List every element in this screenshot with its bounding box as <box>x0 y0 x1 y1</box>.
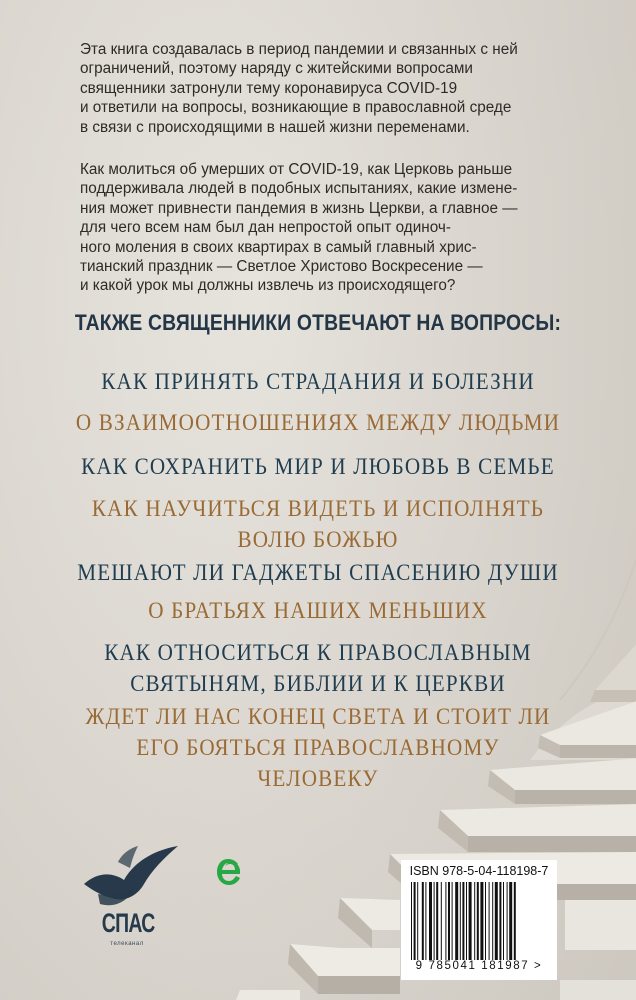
barcode-bar <box>414 882 416 960</box>
question-line: КАК ПРИНЯТЬ СТРАДАНИЯ И БОЛЕЗНИ <box>101 369 535 395</box>
barcode-bar <box>514 882 516 960</box>
barcode-digits: 9 785041 181987 > <box>415 960 543 972</box>
intro-line: в связи с происходящими в нашей жизни переменами. <box>80 118 470 136</box>
intro-line: Эта книга создавалась в период пандемии и связанных с ней <box>80 41 518 58</box>
barcode-bar <box>434 882 435 960</box>
barcode-bar <box>425 882 426 960</box>
barcode-bar <box>480 882 483 960</box>
intro-paragraph-2 <box>80 160 558 296</box>
question-line: МЕШАЮТ ЛИ ГАДЖЕТЫ СПАСЕНИЮ ДУШИ <box>77 560 559 586</box>
barcode-bar <box>507 882 508 960</box>
barcode-panel <box>401 860 557 980</box>
spas-logo-text: СПАС <box>101 908 155 938</box>
intro-line: ния может привнести пандемия в жизнь Церкви, а главное — <box>80 199 518 217</box>
isbn-label: ISBN 978-5-04-118198-7 <box>409 864 549 878</box>
barcode-bar <box>452 882 453 960</box>
question-item <box>32 558 604 589</box>
intro-line: ного моления в своих квартирах в самый главный хрис- <box>80 238 477 256</box>
question-item <box>32 408 604 439</box>
barcode-bar <box>495 882 498 960</box>
barcode-bar <box>474 882 475 960</box>
intro-line: для чего всем нам был дан непростой опыт одиноч- <box>80 219 451 237</box>
question-item <box>32 702 604 795</box>
question-line: КАК СОХРАНИТЬ МИР И ЛЮБОВЬ В СЕМЬЕ <box>81 454 555 480</box>
question-item <box>32 638 604 700</box>
question-item <box>32 452 604 483</box>
barcode-bar <box>492 882 493 960</box>
question-line: ЕГО БОЯТЬСЯ ПРАВОСЛАВНОМУ <box>136 735 500 761</box>
questions-heading: ТАКЖЕ СВЯЩЕННИКИ ОТВЕЧАЮТ НА ВОПРОСЫ: <box>74 310 562 335</box>
barcode-bar <box>485 882 486 960</box>
eksmo-e-icon <box>214 856 244 888</box>
question-item <box>32 367 604 398</box>
barcode-bar <box>436 882 438 960</box>
intro-line: священники затронули тему коронавируса COVID-19 <box>80 79 458 97</box>
barcode-bar <box>477 882 479 960</box>
question-line: КАК ОТНОСИТЬСЯ К ПРАВОСЛАВНЫМ <box>104 640 532 666</box>
question-line: О ВЗАИМООТНОШЕНИЯХ МЕЖДУ ЛЮДЬМИ <box>75 410 561 436</box>
intro-line: тианский праздник — Светлое Христово Воскресение — <box>80 258 483 276</box>
question-line: КАК НАУЧИТЬСЯ ВИДЕТЬ И ИСПОЛНЯТЬ <box>91 496 545 522</box>
barcode-bar <box>445 882 446 960</box>
question-line: ВОЛЮ БОЖЬЮ <box>237 527 399 553</box>
question-line: ЧЕЛОВЕКУ <box>257 766 379 792</box>
barcode-bar <box>448 882 450 960</box>
barcode-bar <box>460 882 461 960</box>
barcode-bar <box>422 882 424 960</box>
question-line: О БРАТЬЯХ НАШИХ МЕНЬШИХ <box>148 598 488 624</box>
spas-logo-subtext: телеканал <box>110 941 144 947</box>
intro-paragraph-1 <box>80 40 558 137</box>
intro-line: и какой урок мы должны извлечь из происходящего? <box>80 277 456 295</box>
intro-line: ограничений, поэтому наряду с житейскими вопросами <box>80 60 473 78</box>
barcode-bar <box>417 882 418 960</box>
barcode-bar <box>411 882 412 960</box>
question-item <box>32 596 604 627</box>
barcode-bar <box>469 882 472 960</box>
question-item <box>32 494 604 556</box>
barcode <box>409 882 551 960</box>
barcode-bar <box>429 882 432 960</box>
intro-line: Как молиться об умерших от COVID-19, как Церковь раньше <box>80 161 513 178</box>
barcode-bar <box>441 882 442 960</box>
barcode-bar <box>499 882 501 960</box>
question-line: СВЯТЫНЯМ, БИБЛИИ И К ЦЕРКВИ <box>130 671 506 697</box>
barcode-bar <box>462 882 464 960</box>
barcode-bar <box>503 882 504 960</box>
intro-line: и ответили на вопросы, возникающие в православной среде <box>80 99 512 117</box>
question-line: ЖДЕТ ЛИ НАС КОНЕЦ СВЕТА И СТОИТ ЛИ <box>85 704 551 730</box>
intro-line: поддерживала людей в подобных испытаниях, какие измене- <box>80 180 518 198</box>
barcode-bar <box>489 882 490 960</box>
barcode-bar <box>455 882 458 960</box>
barcode-bar <box>509 882 512 960</box>
barcode-bar <box>466 882 467 960</box>
